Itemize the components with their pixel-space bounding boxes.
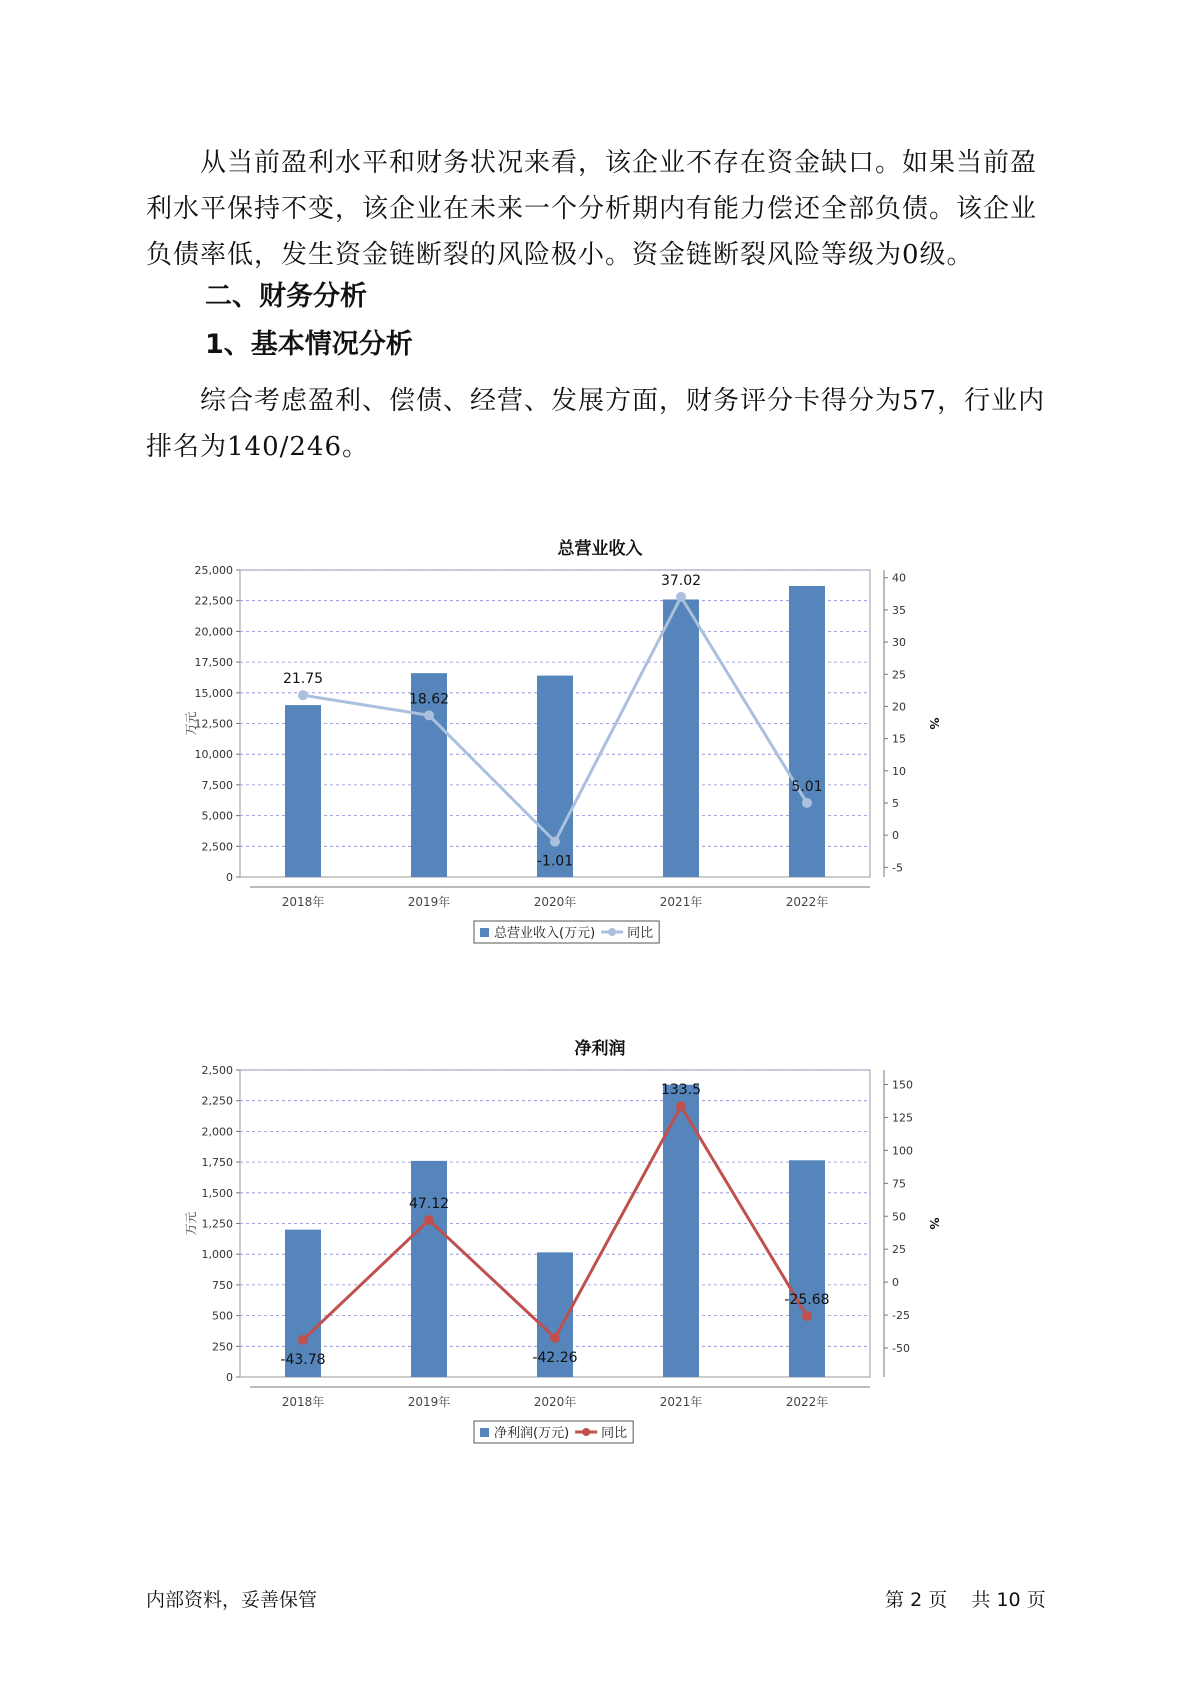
revenue-y2tick-label: 20 <box>892 700 906 714</box>
profit-y2tick-label: 75 <box>892 1177 906 1191</box>
profit-y2label: % <box>927 1217 941 1230</box>
profit-category-label: 2018年 <box>281 1395 325 1409</box>
profit-y2tick-label: 0 <box>892 1276 899 1290</box>
subsection-heading: 1、基本情况分析 <box>205 329 413 360</box>
revenue-category-label: 2022年 <box>785 895 829 909</box>
revenue-ytick-label: 0 <box>226 871 233 884</box>
profit-y2tick-label: 50 <box>892 1210 906 1224</box>
profit-bar <box>789 1160 825 1377</box>
total-suffix: 页 <box>1026 1589 1046 1611</box>
profit-y2tick-label: 100 <box>892 1144 913 1158</box>
revenue-chart <box>180 560 1040 980</box>
profit-data-label: 133.5 <box>660 1082 702 1099</box>
revenue-ylabel: 万元 <box>184 711 198 736</box>
footer-confidential: 内部资料，妥善保管 <box>146 1589 318 1611</box>
revenue-data-label: 5.01 <box>791 778 823 795</box>
profit-legend-bar-swatch <box>480 1428 489 1437</box>
revenue-ytick-label: 15,000 <box>194 686 233 700</box>
profit-line-point <box>424 1215 434 1225</box>
page-mid: 页 <box>928 1589 948 1611</box>
revenue-ytick-label: 25,000 <box>194 564 233 577</box>
revenue-category-label: 2020年 <box>533 895 577 909</box>
paragraph-score: 综合考虑盈利、偿债、经营、发展方面，财务评分卡得分为57，行业内排名为140/246。 <box>146 386 1046 462</box>
revenue-ytick-label: 2,500 <box>201 840 233 854</box>
revenue-ytick-label: 7,500 <box>201 778 233 792</box>
profit-data-label: -25.68 <box>784 1291 830 1308</box>
revenue-ytick-label: 10,000 <box>194 748 233 762</box>
revenue-y2tick-label: 30 <box>892 636 906 650</box>
profit-ylabel: 万元 <box>184 1211 198 1236</box>
revenue-bar <box>663 599 699 877</box>
profit-category-label: 2022年 <box>785 1395 829 1409</box>
revenue-line-point <box>676 592 686 602</box>
revenue-ytick-label: 17,500 <box>194 656 233 670</box>
profit-legend-line-marker <box>582 1428 590 1436</box>
profit-ytick-label: 2,500 <box>201 1064 233 1077</box>
profit-ytick-label: 1,250 <box>201 1217 233 1231</box>
revenue-line-point <box>298 690 308 700</box>
revenue-data-label: 37.02 <box>660 572 702 589</box>
paragraph-funding: 从当前盈利水平和财务状况来看，该企业不存在资金缺口。如果当前盈利水平保持不变，该企业在未来一个分析期内有能力偿还全部负债。该企业负债率低，发生资金链断裂的风险极小。资金链断裂风险等级为0级。 <box>146 148 1038 270</box>
profit-line-point <box>298 1335 308 1345</box>
revenue-bar <box>537 676 573 877</box>
revenue-ytick-label: 12,500 <box>194 717 233 731</box>
page-num: 2 <box>910 1589 923 1611</box>
total-num: 10 <box>996 1589 1021 1611</box>
revenue-line-point <box>550 837 560 847</box>
footer-page-number <box>885 1585 1046 1612</box>
profit-data-label: 47.12 <box>408 1196 450 1213</box>
revenue-y2tick-label: 40 <box>892 571 906 585</box>
profit-line-point <box>676 1101 686 1111</box>
revenue-y2tick-label: 35 <box>892 603 906 617</box>
profit-legend-bar-label: 净利润(万元) <box>494 1426 570 1441</box>
revenue-y2tick-label: 25 <box>892 668 906 682</box>
revenue-legend-bar-swatch <box>480 928 489 937</box>
profit-ytick-label: 750 <box>212 1278 233 1292</box>
profit-ytick-label: 2,000 <box>201 1125 233 1139</box>
section-heading: 二、财务分析 <box>205 281 367 312</box>
profit-bar <box>408 1161 450 1377</box>
revenue-line-point <box>424 710 434 720</box>
profit-line-point <box>550 1333 560 1343</box>
profit-line-point <box>802 1311 812 1321</box>
profit-data-label: -42.26 <box>532 1349 578 1366</box>
profit-legend-line-label: 同比 <box>601 1426 628 1441</box>
revenue-category-label: 2018年 <box>281 895 325 909</box>
profit-ytick-label: 1,500 <box>201 1186 233 1200</box>
profit-category-label: 2021年 <box>659 1395 703 1409</box>
net-profit-chart <box>180 1060 1040 1480</box>
revenue-legend-line-label: 同比 <box>627 926 654 941</box>
chart2-title: 净利润 <box>574 1039 626 1059</box>
revenue-category-label: 2019年 <box>407 895 451 909</box>
profit-ytick-label: 1,000 <box>201 1248 233 1262</box>
revenue-legend-bar-label: 总营业收入(万元) <box>494 926 596 941</box>
total-prefix: 共 <box>971 1589 991 1611</box>
profit-category-label: 2020年 <box>533 1395 577 1409</box>
revenue-y2tick-label: -5 <box>892 861 903 875</box>
revenue-data-label: 21.75 <box>282 671 324 688</box>
revenue-bar <box>789 586 825 877</box>
revenue-legend-line-marker <box>608 928 616 936</box>
profit-ytick-label: 1,750 <box>201 1156 233 1170</box>
chart1-title: 总营业收入 <box>557 539 643 559</box>
revenue-ytick-label: 22,500 <box>194 594 233 608</box>
profit-data-label: -43.78 <box>280 1351 326 1368</box>
page-prefix: 第 <box>885 1589 905 1611</box>
revenue-data-label: -1.01 <box>536 853 574 870</box>
profit-ytick-label: 250 <box>212 1340 233 1354</box>
revenue-y2tick-label: 0 <box>892 829 899 843</box>
revenue-ytick-label: 5,000 <box>201 809 233 823</box>
revenue-y2tick-label: 15 <box>892 732 906 746</box>
profit-ytick-label: 2,250 <box>201 1094 233 1108</box>
revenue-line-point <box>802 798 812 808</box>
profit-y2tick-label: 125 <box>892 1111 913 1125</box>
revenue-ytick-label: 20,000 <box>194 625 233 639</box>
profit-y2tick-label: -25 <box>892 1309 910 1323</box>
revenue-category-label: 2021年 <box>659 895 703 909</box>
profit-ytick-label: 0 <box>226 1371 233 1384</box>
revenue-y2label: % <box>927 717 941 730</box>
profit-y2tick-label: -50 <box>892 1342 910 1356</box>
revenue-y2tick-label: 10 <box>892 764 906 778</box>
revenue-data-label: 18.62 <box>408 691 450 708</box>
profit-y2tick-label: 150 <box>892 1078 913 1092</box>
profit-y2tick-label: 25 <box>892 1243 906 1257</box>
revenue-bar <box>285 705 321 877</box>
revenue-y2tick-label: 5 <box>892 796 899 810</box>
profit-ytick-label: 500 <box>212 1309 233 1323</box>
profit-category-label: 2019年 <box>407 1395 451 1409</box>
